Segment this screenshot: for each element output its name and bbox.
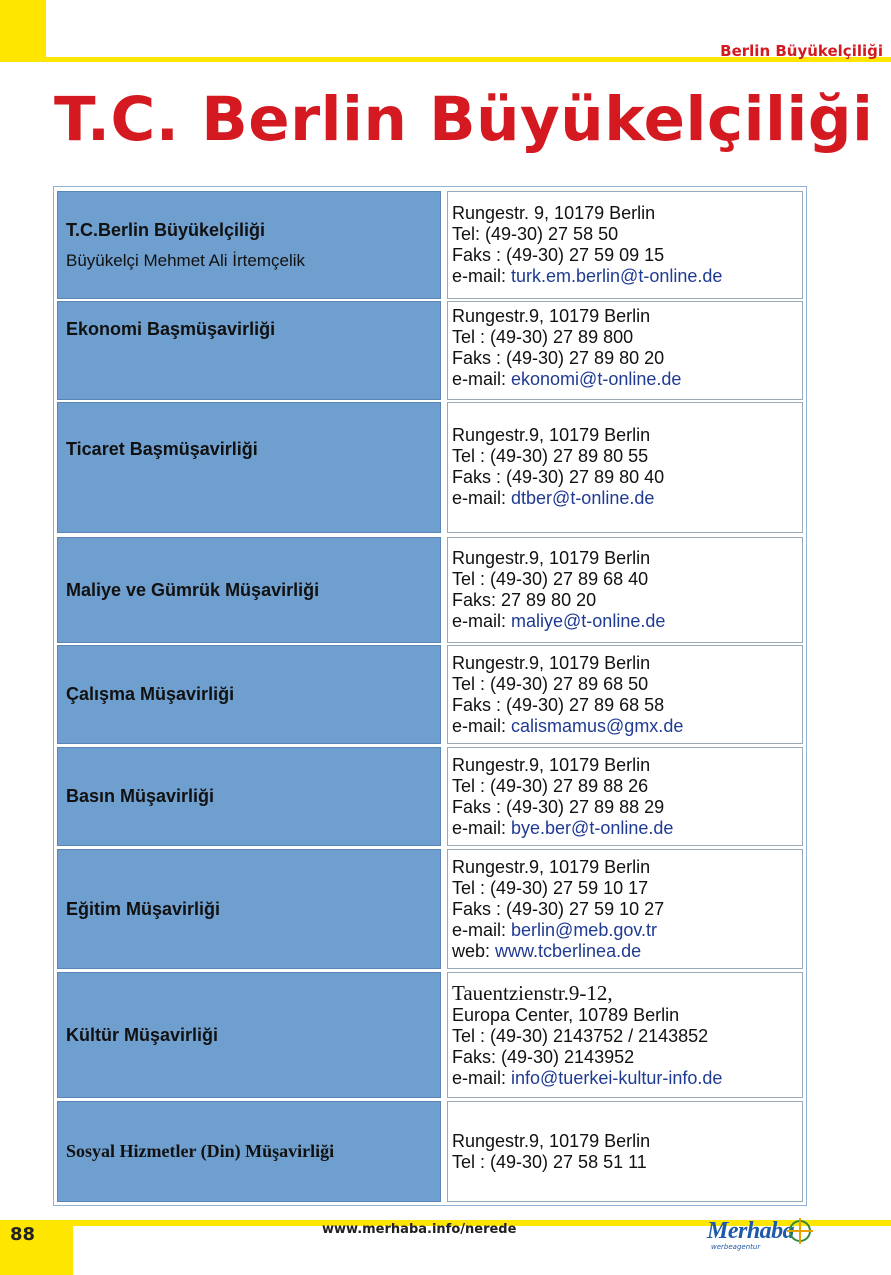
email-label: e-mail:: [452, 488, 512, 508]
email-line: [452, 266, 802, 287]
tel-line: Tel : (49-30) 27 89 80 55: [452, 446, 649, 466]
table-row: [57, 1101, 803, 1202]
office-subtitle: Büyükelçi Mehmet Ali İrtemçelik: [66, 250, 306, 270]
email-line: [452, 488, 802, 509]
email-link[interactable]: info@tuerkei-kultur-info.de: [511, 1068, 723, 1088]
office-name-cell: [57, 747, 441, 846]
table-row: [57, 747, 803, 846]
email-label: e-mail:: [452, 715, 512, 736]
brand-subtitle: werbeagentur: [711, 1243, 761, 1251]
table-row: [57, 972, 803, 1098]
office-name-cell: [57, 537, 441, 643]
fax-line: Faks: 27 89 80 20: [452, 590, 597, 610]
tel-line: Tel: (49-30) 27 58 50: [452, 224, 619, 244]
offices-table: [53, 186, 807, 1206]
tel-line: Tel : (49-30) 27 89 88 26: [452, 775, 649, 796]
office-name: Sosyal Hizmetler (Din) Müşavirliği: [66, 1141, 335, 1161]
footer-url[interactable]: www.merhaba.info/nerede: [322, 1222, 517, 1237]
office-name-cell: [57, 645, 441, 744]
email-line: [452, 1068, 802, 1089]
office-name: Maliye ve Gümrük Müşavirliği: [66, 579, 320, 600]
office-contact-cell: [447, 747, 803, 846]
brand-name: Merhaba: [707, 1218, 795, 1244]
web-link[interactable]: www.tcberlinea.de: [495, 940, 642, 961]
email-link[interactable]: dtber@t-online.de: [511, 488, 655, 508]
email-line: [452, 920, 802, 941]
address-line: Rungestr.9, 10179 Berlin: [452, 548, 651, 568]
globe-icon: [785, 1216, 815, 1246]
page-title: T.C. Berlin Büyükelçiliği: [54, 84, 874, 155]
office-name: Çalışma Müşavirliği: [66, 684, 235, 704]
email-line: [452, 369, 802, 390]
office-contact-cell: [447, 537, 803, 643]
tel-line: Tel : (49-30) 27 59 10 17: [452, 877, 649, 898]
email-link[interactable]: turk.em.berlin@t-online.de: [511, 266, 723, 286]
page-number: 88: [10, 1224, 36, 1245]
email-label: e-mail:: [452, 611, 512, 631]
fax-line: Faks : (49-30) 27 59 10 27: [452, 898, 665, 919]
fax-line: Faks: (49-30) 2143952: [452, 1047, 635, 1067]
email-line: [452, 818, 802, 839]
tel-line: Tel : (49-30) 27 58 51 11: [452, 1151, 647, 1172]
address-line: Rungestr.9, 10179 Berlin: [452, 652, 651, 673]
table-row: [57, 402, 803, 533]
email-link[interactable]: maliye@t-online.de: [511, 611, 666, 631]
brand-logo: [707, 1214, 817, 1254]
address-line: Rungestr.9, 10179 Berlin: [452, 425, 651, 445]
office-contact-cell: [447, 645, 803, 744]
fax-line: Faks : (49-30) 27 89 80 20: [452, 348, 665, 368]
office-name: Basın Müşavirliği: [66, 786, 215, 806]
office-name: Ekonomi Başmüşavirliği: [66, 319, 276, 339]
table-row: [57, 191, 803, 299]
address-line: Rungestr.9, 10179 Berlin: [452, 306, 651, 326]
office-name-cell: [57, 972, 441, 1098]
table-row: [57, 301, 803, 400]
email-label: e-mail:: [452, 266, 512, 286]
table-row: [57, 537, 803, 643]
section-label: Berlin Büyükelçiliği: [720, 42, 883, 60]
office-name: T.C.Berlin Büyükelçiliği: [66, 219, 266, 240]
email-label: e-mail:: [452, 369, 512, 389]
fax-line: Faks : (49-30) 27 89 68 58: [452, 694, 665, 715]
email-link[interactable]: ekonomi@t-online.de: [511, 369, 682, 389]
tel-line: Tel : (49-30) 2143752 / 2143852: [452, 1026, 709, 1046]
address-line: Rungestr.9, 10179 Berlin: [452, 1130, 651, 1151]
email-label: e-mail:: [452, 919, 512, 940]
web-label: web:: [452, 940, 496, 961]
top-left-corner-block: [0, 0, 46, 62]
web-line: [452, 941, 802, 962]
email-link[interactable]: berlin@meb.gov.tr: [511, 919, 658, 940]
office-name: Ticaret Başmüşavirliği: [66, 439, 258, 459]
tel-line: Tel : (49-30) 27 89 68 40: [452, 569, 649, 589]
office-name-cell: [57, 849, 441, 969]
email-link[interactable]: calismamus@gmx.de: [511, 715, 684, 736]
tel-line: Tel : (49-30) 27 89 800: [452, 327, 634, 347]
office-name-cell: [57, 402, 441, 533]
email-line: [452, 611, 802, 632]
office-contact-cell: [447, 1101, 803, 1202]
office-contact-cell: [447, 972, 803, 1098]
address-line: Rungestr.9, 10179 Berlin: [452, 754, 651, 775]
office-name-cell: [57, 301, 441, 400]
table-row: [57, 645, 803, 744]
email-line: [452, 716, 802, 737]
office-name-cell: [57, 1101, 441, 1202]
table-row: [57, 849, 803, 969]
address-line: Tauentzienstr.9-12,: [452, 981, 613, 1005]
office-contact-cell: [447, 402, 803, 533]
office-contact-cell: [447, 191, 803, 299]
office-contact-cell: [447, 849, 803, 969]
email-label: e-mail:: [452, 1068, 512, 1088]
address-line-2: Europa Center, 10789 Berlin: [452, 1005, 680, 1025]
tel-line: Tel : (49-30) 27 89 68 50: [452, 673, 649, 694]
office-name: Eğitim Müşavirliği: [66, 898, 221, 919]
office-name-cell: [57, 191, 441, 299]
fax-line: Faks : (49-30) 27 89 80 40: [452, 467, 665, 487]
address-line: Rungestr.9, 10179 Berlin: [452, 856, 651, 877]
email-link[interactable]: bye.ber@t-online.de: [511, 817, 674, 838]
address-line: Rungestr. 9, 10179 Berlin: [452, 203, 656, 223]
fax-line: Faks : (49-30) 27 89 88 29: [452, 796, 665, 817]
email-label: e-mail:: [452, 817, 512, 838]
office-name: Kültür Müşavirliği: [66, 1024, 219, 1045]
fax-line: Faks : (49-30) 27 59 09 15: [452, 245, 665, 265]
office-contact-cell: [447, 301, 803, 400]
